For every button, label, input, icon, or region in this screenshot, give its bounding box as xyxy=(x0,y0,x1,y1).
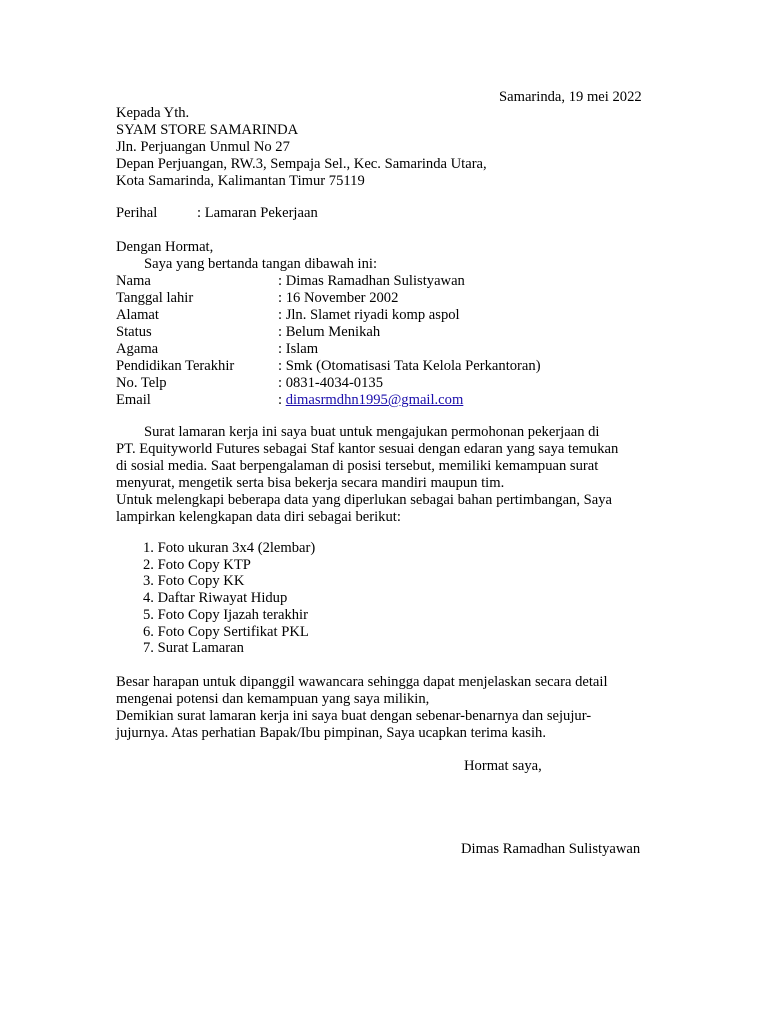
signature-name: Dimas Ramadhan Sulistyawan xyxy=(461,841,641,857)
email-field-value xyxy=(278,392,463,409)
recipient-line: Kota Samarinda, Kalimantan Timur 75119 xyxy=(116,173,365,189)
attachment-item: 4. Daftar Riwayat Hidup xyxy=(143,590,288,606)
field-value: : Belum Menikah xyxy=(278,324,381,340)
greeting: Dengan Hormat, xyxy=(116,239,214,255)
field-label: Agama xyxy=(116,341,159,357)
recipient-line: Kepada Yth. xyxy=(116,105,190,121)
field-value: : Smk (Otomatisasi Tata Kelola Perkantoran) xyxy=(278,358,541,374)
field-value: : 0831-4034-0135 xyxy=(278,375,383,391)
paragraph-line: Untuk melengkapi beberapa data yang diperlukan sebagai bahan pertimbangan, Saya xyxy=(116,492,613,508)
paragraph-line: di sosial media. Saat berpengalaman di posisi tersebut, memiliki kemampuan surat xyxy=(116,458,599,474)
paragraph-line: PT. Equityworld Futures sebagai Staf kantor sesuai dengan edaran yang saya temukan xyxy=(116,441,619,457)
email-link[interactable]: dimasrmdhn1995@gmail.com xyxy=(285,392,464,408)
field-value: : Islam xyxy=(278,341,319,357)
field-value: : 16 November 2002 xyxy=(278,290,399,306)
paragraph-line: Surat lamaran kerja ini saya buat untuk mengajukan permohonan pekerjaan di xyxy=(144,424,600,440)
subject-value: : Lamaran Pekerjaan xyxy=(197,205,318,221)
subject-label: Perihal xyxy=(116,205,158,221)
letter-date: Samarinda, 19 mei 2022 xyxy=(499,89,642,105)
attachment-item: 5. Foto Copy Ijazah terakhir xyxy=(143,607,308,623)
recipient-line: Jln. Perjuangan Unmul No 27 xyxy=(116,139,290,155)
paragraph-line: Besar harapan untuk dipanggil wawancara sehingga dapat menjelaskan secara detail xyxy=(116,674,608,690)
field-label: Alamat xyxy=(116,307,159,323)
field-value: : Jln. Slamet riyadi komp aspol xyxy=(278,307,460,323)
field-label: Pendidikan Terakhir xyxy=(116,358,235,374)
recipient-line: SYAM STORE SAMARINDA xyxy=(116,122,299,138)
field-label: Email xyxy=(116,392,151,408)
email-prefix: : xyxy=(278,392,286,408)
closing: Hormat saya, xyxy=(464,758,542,774)
field-value: : Dimas Ramadhan Sulistyawan xyxy=(278,273,465,289)
intro-line: Saya yang bertanda tangan dibawah ini: xyxy=(144,256,378,272)
paragraph-line: Demikian surat lamaran kerja ini saya buat dengan sebenar-benarnya dan sejujur- xyxy=(116,708,592,724)
paragraph-line: menyurat, mengetik serta bisa bekerja secara mandiri maupun tim. xyxy=(116,475,505,491)
paragraph-line: lampirkan kelengkapan data diri sebagai berikut: xyxy=(116,509,401,525)
attachment-item: 3. Foto Copy KK xyxy=(143,573,245,589)
attachment-item: 2. Foto Copy KTP xyxy=(143,557,251,573)
attachment-item: 1. Foto ukuran 3x4 (2lembar) xyxy=(143,540,316,556)
attachment-item: 6. Foto Copy Sertifikat PKL xyxy=(143,624,309,640)
paragraph-line: jujurnya. Atas perhatian Bapak/Ibu pimpinan, Saya ucapkan terima kasih. xyxy=(116,725,546,741)
field-label: Tanggal lahir xyxy=(116,290,194,306)
recipient-line: Depan Perjuangan, RW.3, Sempaja Sel., Kec. Samarinda Utara, xyxy=(116,156,487,172)
field-label: Nama xyxy=(116,273,151,289)
field-label: Status xyxy=(116,324,152,340)
field-label: No. Telp xyxy=(116,375,167,391)
attachment-item: 7. Surat Lamaran xyxy=(143,640,244,656)
paragraph-line: mengenai potensi dan kemampuan yang saya milikin, xyxy=(116,691,430,707)
